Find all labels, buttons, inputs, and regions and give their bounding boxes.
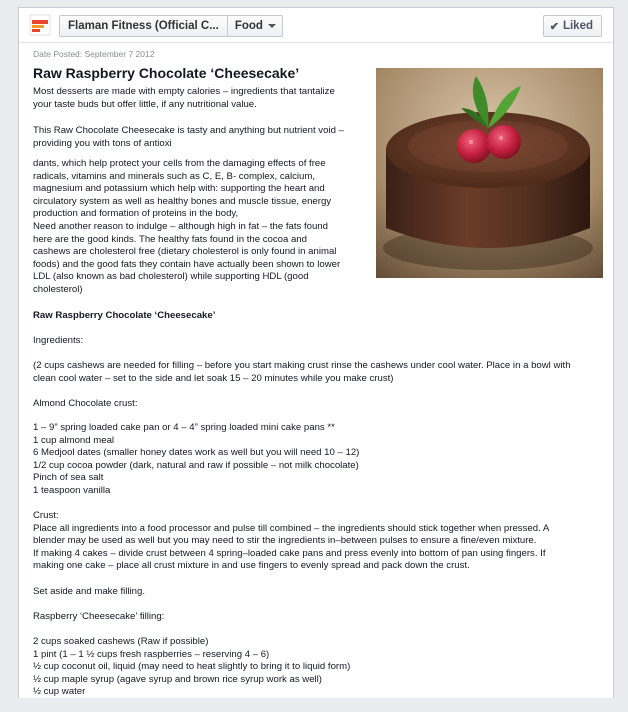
liked-label: Liked (562, 20, 593, 32)
flaman-logo-icon[interactable] (29, 14, 51, 36)
page-header-bar (19, 8, 613, 43)
post-title: Raw Raspberry Chocolate ‘Cheesecake’ (33, 65, 300, 81)
check-icon: ✔ (549, 20, 559, 33)
post-date: Date Posted: September 7 2012 (33, 49, 155, 59)
category-dropdown[interactable] (228, 16, 282, 36)
crust-instructions: Crust: Place all ingredients into a food processor and pulse till combined – the ingredients should stick together when pressed. A blender may be used as well but you may need to stir the ingredients in–between pulses to ensure a fine/even mixture. If making 4 cakes – divide crust between 4 spring–loaded cake pans and press evenly into bottom of pan using fingers. If making one cake – place all crust mixture in and use fingers to evenly spread and pack down the crust. (33, 510, 550, 572)
antioxidant-paragraph: This Raw Chocolate Cheesecake is tasty and anything but nutrient void – providing you with tons of antioxi (33, 125, 344, 149)
liked-button[interactable] (543, 15, 602, 37)
ingredients-label: Ingredients: (33, 335, 84, 346)
filling-ingredient-list: 2 cups soaked cashews (Raw if possible) 1 pint (1 – 1 ½ cups fresh raspberries – reserving 4 – 6) ½ cup coconut oil, liquid (may need to heat slightly to bring it to liquid form) ½ cup maple syrup (agave syrup and brown rice syrup work as well) ½ cup water (33, 636, 351, 698)
set-aside-note: Set aside and make filling. (33, 586, 145, 597)
category-label: Food (234, 20, 263, 32)
chevron-down-icon (268, 24, 276, 28)
intro-paragraph: Most desserts are made with empty calories – ingredients that tantalize your taste buds but offer little, if any nutritional value. (33, 86, 335, 110)
crust-heading: Almond Chocolate crust: (33, 398, 138, 409)
filling-heading: Raspberry ‘Cheesecake’ filling: (33, 611, 165, 622)
page-name-link[interactable]: Flaman Fitness (Official C... (60, 16, 228, 36)
post-panel (18, 7, 614, 698)
cashew-note: (2 cups cashews are needed for filling – before you start making crust rinse the cashews under cool water. Place in a bowl with clean cool water – set to the side and let soak 15 – 20 minutes while you make crust) (33, 360, 571, 384)
crust-ingredient-list: 1 – 9” spring loaded cake pan or 4 – 4” spring loaded mini cake pans ** 1 cup almond meal 6 Medjool dates (smaller honey dates work as well but you will need 10 – 12) 1/2 cup cocoa powder (dark, natural and raw if possible – not milk chocolate) Pinch of sea salt 1 teaspoon vanilla (33, 422, 360, 496)
recipe-heading: Raw Raspberry Chocolate ‘Cheesecake’ (33, 310, 216, 321)
benefits-paragraph: dants, which help protect your cells from the damaging effects of free radicals, vitamins and minerals such as C, E, B- complex, calcium, magnesium and potassium which help with: supporting the heart and circulatory system as well as healthy bones and muscle tissue, energy production and formation of proteins in the body, Need another reason to indulge – although high in fat – the fats found here are the good kinds. The healthy fats found in the cocoa and cashews are cholesterol free (dietary cholesterol is only found in animal foods) and the good fats they contain have actually been shown to lower LDL (also known as bad cholesterol) while supporting HDL (good cholesterol) (33, 158, 341, 295)
cheesecake-photo (376, 68, 603, 278)
page-breadcrumb (59, 15, 283, 37)
